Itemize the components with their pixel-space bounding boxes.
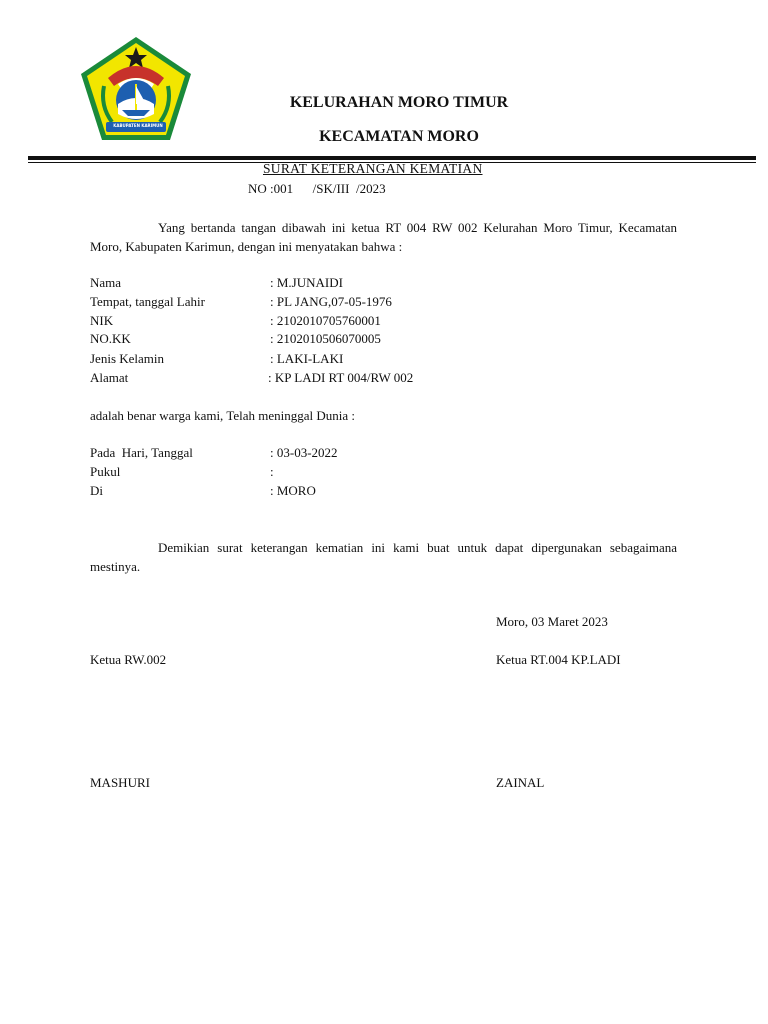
label-no-kk: NO.KK (90, 331, 131, 346)
value-tempat-tanggal-lahir: : PL JANG,07-05-1976 (270, 294, 392, 309)
label-di: Di (90, 483, 103, 498)
value-hari-tanggal: : 03-03-2022 (270, 445, 338, 460)
value-nama: : M.JUNAIDI (270, 275, 343, 290)
signer-left-title: Ketua RW.002 (90, 652, 167, 667)
label-alamat: Alamat (90, 370, 129, 385)
closing-paragraph: Demikian surat keterangan kematian ini kami buat untuk dapat dipergunakan sebagaimana mestinya. (90, 540, 677, 574)
label-jenis-kelamin: Jenis Kelamin (90, 351, 165, 366)
value-pukul: : (270, 464, 274, 479)
header-kecamatan: KECAMATAN MORO (319, 128, 479, 145)
label-pukul: Pukul (90, 464, 121, 479)
value-jenis-kelamin: : LAKI-LAKI (270, 351, 344, 366)
value-di: : MORO (270, 483, 316, 498)
label-tempat-tanggal-lahir: Tempat, tanggal Lahir (90, 294, 205, 309)
death-statement: adalah benar warga kami, Telah meninggal Dunia : (90, 408, 356, 423)
document-number: NO :001 /SK/III /2023 (248, 181, 386, 196)
label-nik: NIK (90, 313, 114, 328)
label-nama: Nama (90, 275, 122, 290)
value-nik: : 2102010705760001 (270, 313, 381, 328)
value-alamat: : KP LADI RT 004/RW 002 (268, 370, 414, 385)
label-hari-tanggal: Pada Hari, Tanggal (90, 445, 193, 460)
logo-caption: KABUPATEN KARIMUN (113, 123, 163, 128)
signer-right-name: ZAINAL (496, 775, 545, 790)
signer-left-name: MASHURI (90, 775, 150, 790)
header-kelurahan: KELURAHAN MORO TIMUR (289, 94, 509, 111)
value-no-kk: : 2102010506070005 (270, 331, 381, 346)
header-rule-thick (28, 156, 756, 160)
document-title: SURAT KETERANGAN KEMATIAN (263, 161, 483, 176)
intro-paragraph: Yang bertanda tangan dibawah ini ketua RT 004 RW 002 Kelurahan Moro Timur, Kecamatan Moro, Kabupaten Karimun, dengan ini menyatakan bahwa : (90, 220, 677, 254)
place-date: Moro, 03 Maret 2023 (496, 614, 608, 629)
signer-right-title: Ketua RT.004 KP.LADI (496, 652, 621, 667)
